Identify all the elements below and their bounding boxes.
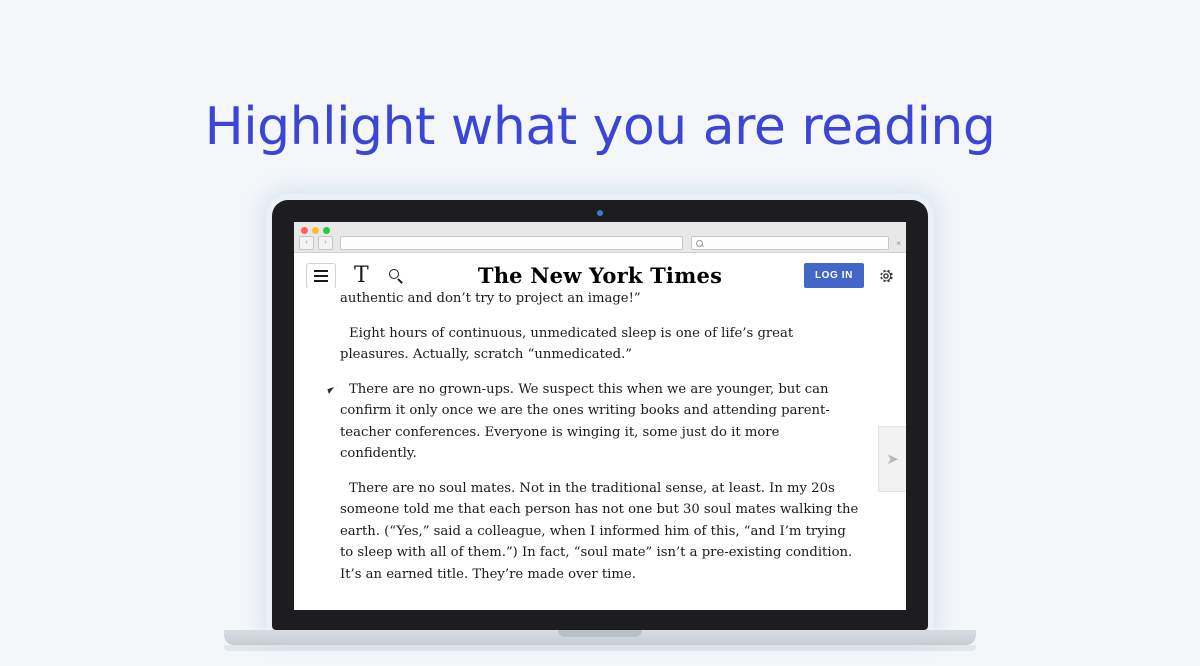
article-paragraph: Eight hours of continuous, unmedicated sleep is one of life’s great pleasures. Actually, scratch “unmedicated.” xyxy=(340,325,794,362)
laptop-screen xyxy=(294,222,906,610)
article-paragraph: authentic and don’t try to project an image!” xyxy=(340,291,641,306)
minimize-window-icon[interactable] xyxy=(312,227,319,234)
maximize-window-icon[interactable] xyxy=(323,227,330,234)
site-masthead: The New York Times xyxy=(477,263,723,288)
laptop-base xyxy=(224,630,976,645)
page-title: Highlight what you are reading xyxy=(204,96,996,157)
close-icon[interactable]: × xyxy=(896,238,901,248)
login-button[interactable]: LOG IN xyxy=(804,263,864,288)
article-paragraph: There are no soul mates. Not in the traditional sense, at least. In my 20s someone told me that each person has not one but 30 soul mates walking the earth. (“Yes,” said a colleague, when I informed him of this, “and I’m trying to sleep with all of them.”) In fact, “soul mate” isn’t a pre-existing condition. It’s an earned title. They’re made over time. xyxy=(340,480,859,582)
next-article-arrow-icon[interactable]: ➤ xyxy=(878,426,906,492)
nyt-t-logo[interactable]: T xyxy=(354,262,369,288)
laptop-foot xyxy=(224,645,976,651)
webcam-icon xyxy=(597,210,603,216)
search-icon xyxy=(696,240,703,247)
window-controls[interactable] xyxy=(301,227,330,234)
gear-icon[interactable] xyxy=(878,268,894,284)
hamburger-icon[interactable] xyxy=(306,263,336,289)
browser-chrome xyxy=(294,222,906,253)
back-icon[interactable]: ‹ xyxy=(299,236,314,250)
laptop-lid xyxy=(272,200,928,630)
address-bar-input[interactable] xyxy=(340,236,683,250)
browser-search-input[interactable] xyxy=(691,236,889,250)
search-icon[interactable] xyxy=(389,269,403,283)
laptop-notch xyxy=(558,630,642,637)
header-actions xyxy=(804,263,894,288)
article-body xyxy=(294,288,906,601)
browser-toolbar xyxy=(299,236,901,250)
article-paragraph: There are no grown-ups. We suspect this when we are younger, but can confirm it only once we are the ones writing books and attending parent-teacher conferences. Everyone is winging it, some just do it more confidently. xyxy=(340,381,830,461)
laptop-mockup xyxy=(272,200,928,651)
mouse-cursor-icon xyxy=(327,387,335,394)
close-window-icon[interactable] xyxy=(301,227,308,234)
forward-icon[interactable]: › xyxy=(318,236,333,250)
